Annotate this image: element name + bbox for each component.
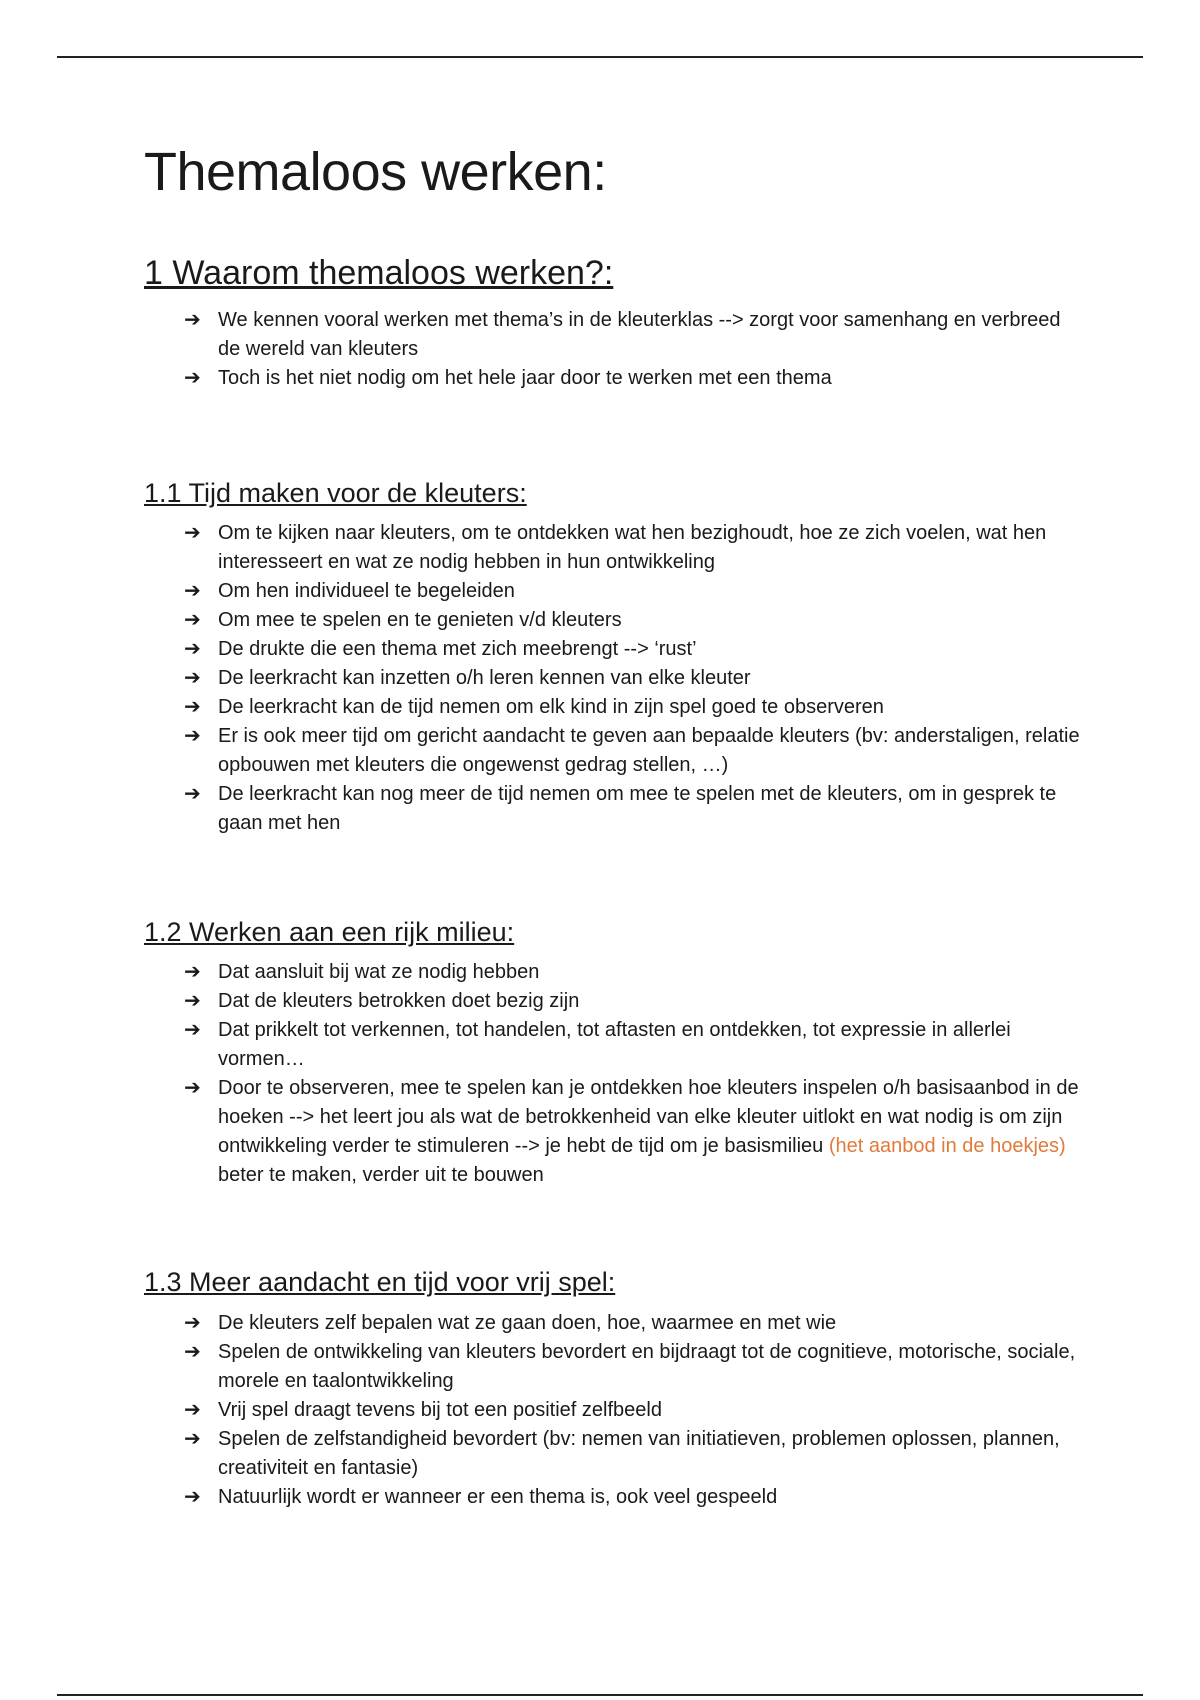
list-item: ➔ Spelen de zelfstandigheid bevordert (bv: nemen van initiatieven, problemen oplossen, plannen, creativiteit en fantasie) xyxy=(184,1425,1084,1483)
page-top-rule xyxy=(57,56,1143,58)
arrow-right-icon: ➔ xyxy=(184,579,201,602)
arrow-right-icon: ➔ xyxy=(184,308,201,331)
list-item: ➔ Spelen de ontwikkeling van kleuters bevordert en bijdraagt tot de cognitieve, motorische, sociale, morele en taalontwikkeling xyxy=(184,1338,1084,1396)
list-item: ➔ Dat prikkelt tot verkennen, tot handelen, tot aftasten en ontdekken, tot expressie in allerlei vormen… xyxy=(184,1016,1084,1074)
page-title: Themaloos werken: xyxy=(144,142,607,202)
arrow-right-icon: ➔ xyxy=(184,1485,201,1508)
bullet-list-1-2 xyxy=(144,958,1084,1190)
list-item: ➔ Vrij spel draagt tevens bij tot een positief zelfbeeld xyxy=(184,1396,1084,1425)
list-item: ➔ Er is ook meer tijd om gericht aandacht te geven aan bepaalde kleuters (bv: anderstaligen, relatie opbouwen met kleuters die ongewenst gedrag stellen, …) xyxy=(184,722,1084,780)
bullet-list-1-3 xyxy=(144,1309,1084,1512)
document-body xyxy=(144,140,1084,1512)
list-item: ➔ We kennen vooral werken met thema’s in de kleuterklas --> zorgt voor samenhang en verbreed de wereld van kleuters xyxy=(184,306,1084,364)
arrow-right-icon: ➔ xyxy=(184,637,201,660)
arrow-right-icon: ➔ xyxy=(184,1077,201,1100)
arrow-right-icon: ➔ xyxy=(184,1019,201,1042)
list-item: ➔ Om te kijken naar kleuters, om te ontdekken wat hen bezighoudt, hoe ze zich voelen, wat hen interesseert en wat ze nodig hebben in hun ontwikkeling xyxy=(184,519,1084,577)
list-item: ➔ De leerkracht kan nog meer de tijd nemen om mee te spelen met de kleuters, om in gesprek te gaan met hen xyxy=(184,780,1084,838)
list-item: ➔ De leerkracht kan inzetten o/h leren kennen van elke kleuter xyxy=(184,664,1084,693)
list-item: ➔ Om mee te spelen en te genieten v/d kleuters xyxy=(184,606,1084,635)
section-heading-1-1: 1.1 Tijd maken voor de kleuters: xyxy=(144,477,527,508)
list-item: ➔ De kleuters zelf bepalen wat ze gaan doen, hoe, waarmee en met wie xyxy=(184,1309,1084,1338)
list-item: ➔ Natuurlijk wordt er wanneer er een thema is, ook veel gespeeld xyxy=(184,1483,1084,1512)
bullet-list-1 xyxy=(144,306,1084,393)
arrow-right-icon: ➔ xyxy=(184,666,201,689)
bullet-list-1-1 xyxy=(144,519,1084,838)
list-item: ➔ Om hen individueel te begeleiden xyxy=(184,577,1084,606)
arrow-right-icon: ➔ xyxy=(184,1398,201,1421)
list-item: ➔ Door te observeren, mee te spelen kan je ontdekken hoe kleuters inspelen o/h basisaanbod in de hoeken --> het leert jou als wat de betrokkenheid van elke kleuter uitlokt en wat nodig is om zijn ontwikkeling verder te stimuleren --> je hebt de tijd om je basismilieu (het aanbod in de hoekjes) beter te maken, verder uit te bouwen xyxy=(184,1074,1084,1190)
page-bottom-rule xyxy=(57,1694,1143,1696)
arrow-right-icon: ➔ xyxy=(184,1427,201,1450)
arrow-right-icon: ➔ xyxy=(184,366,201,389)
arrow-right-icon: ➔ xyxy=(184,724,201,747)
list-item: ➔ Dat de kleuters betrokken doet bezig zijn xyxy=(184,987,1084,1016)
arrow-right-icon: ➔ xyxy=(184,695,201,718)
arrow-right-icon: ➔ xyxy=(184,782,201,805)
section-heading-1: 1 Waarom themaloos werken?: xyxy=(144,253,614,292)
list-item: ➔ Toch is het niet nodig om het hele jaar door te werken met een thema xyxy=(184,364,1084,393)
list-item: ➔ De leerkracht kan de tijd nemen om elk kind in zijn spel goed te observeren xyxy=(184,693,1084,722)
section-heading-1-3: 1.3 Meer aandacht en tijd voor vrij spel: xyxy=(144,1267,616,1298)
arrow-right-icon: ➔ xyxy=(184,990,201,1013)
section-heading-1-2: 1.2 Werken aan een rijk milieu: xyxy=(144,916,515,947)
arrow-right-icon: ➔ xyxy=(184,961,201,984)
arrow-right-icon: ➔ xyxy=(184,1340,201,1363)
arrow-right-icon: ➔ xyxy=(184,1311,201,1334)
list-item: ➔ De drukte die een thema met zich meebrengt --> ‘rust’ xyxy=(184,635,1084,664)
highlighted-text: (het aanbod in de hoekjes) xyxy=(828,1135,1066,1158)
arrow-right-icon: ➔ xyxy=(184,608,201,631)
arrow-right-icon: ➔ xyxy=(184,521,201,544)
list-item: ➔ Dat aansluit bij wat ze nodig hebben xyxy=(184,958,1084,987)
